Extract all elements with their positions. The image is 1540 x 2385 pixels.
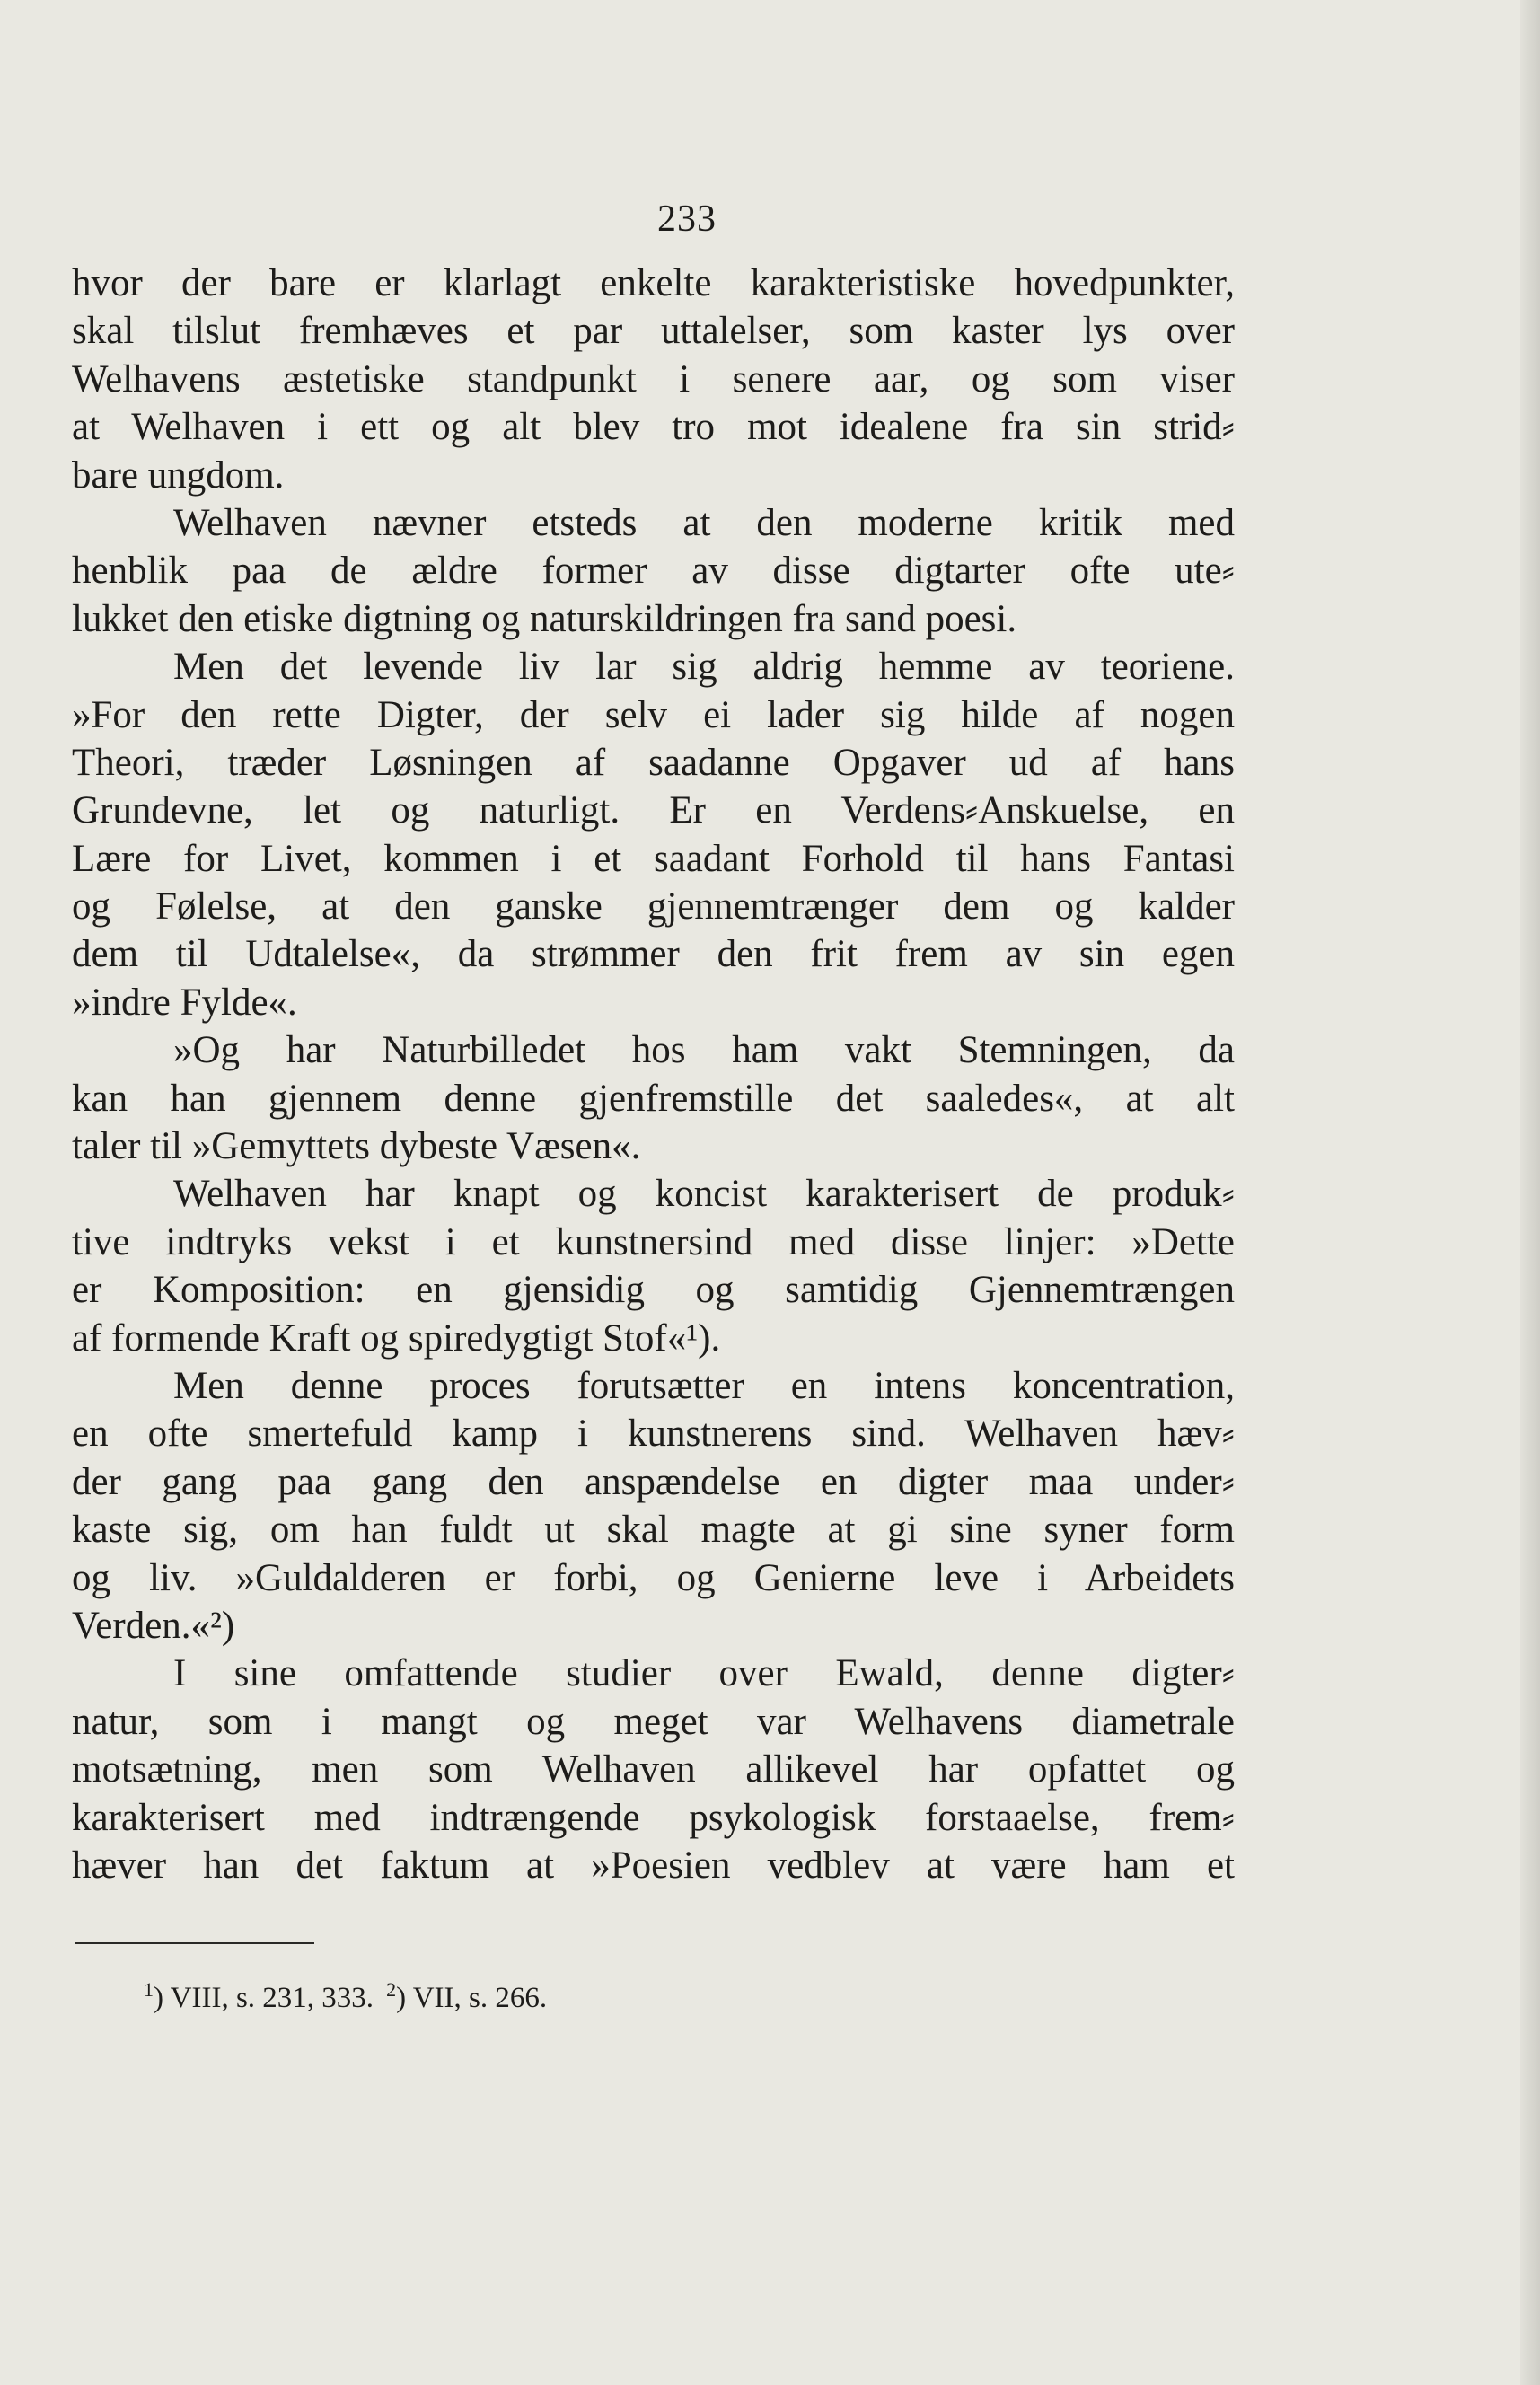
text-line: »Og har Naturbilledet hos ham vakt Stemningen, da (173, 1029, 1235, 1072)
footnote-1: $^1$) VIII, s. 231, 333. (144, 1978, 374, 2014)
footnote-text: VIII, s. 231, 333. (170, 1982, 374, 2014)
text-line: en ofte smertefuld kamp i kunstnerens sind. Welhaven hæv⸗ (72, 1413, 1235, 1456)
body-text (72, 260, 1235, 1889)
text-line: der gang paa gang den anspændelse en digter maa under⸗ (72, 1460, 1235, 1503)
text-line: Men denne proces forutsætter en intens koncentration, (173, 1364, 1235, 1407)
text-line: »indre Fylde«. (72, 981, 297, 1024)
text-line: kaste sig, om han fuldt ut skal magte at gi sine syner form (72, 1509, 1235, 1552)
text-line: Theori, træder Løsningen af saadanne Opgaver ud af hans (72, 741, 1235, 784)
text-line: at Welhaven i ett og alt blev tro mot idealene fra sin strid⸗ (72, 406, 1235, 449)
text-line: hvor der bare er klarlagt enkelte karakteristiske hovedpunkter, (72, 262, 1235, 304)
text-line: natur, som i mangt og meget var Welhavens diametrale (72, 1700, 1235, 1743)
text-line: Verden.«²) (72, 1604, 235, 1647)
text-line: Welhaven har knapt og koncist karakterisert de produk⸗ (173, 1173, 1235, 1216)
text-line: og Følelse, at den ganske gjennemtrænger dem og kalder (72, 885, 1235, 928)
text-line: henblik paa de ældre former av disse digtarter ofte ute⸗ (72, 550, 1235, 593)
text-line: Welhaven nævner etsteds at den moderne kritik med (173, 501, 1235, 544)
footnote-text: VII, s. 266. (412, 1982, 548, 2014)
text-line: kan han gjennem denne gjenfremstille det saaledes«, at alt (72, 1077, 1235, 1120)
text-line: dem til Udtalelse«, da strømmer den frit frem av sin egen (72, 933, 1235, 976)
text-line: karakterisert med indtrængende psykologisk forstaaelse, frem⸗ (72, 1796, 1235, 1839)
text-line: motsætning, men som Welhaven allikevel har opfattet og (72, 1748, 1235, 1791)
text-line: »For den rette Digter, der selv ei lader sig hilde af nogen (72, 693, 1235, 736)
text-line: bare ungdom. (72, 453, 285, 497)
text-line: af formende Kraft og spiredygtigt Stof«¹). (72, 1316, 721, 1360)
footnotes (144, 1972, 547, 2016)
text-line: skal tilslut fremhæves et par uttalelser, som kaster lys over (72, 310, 1235, 353)
footnote-divider (75, 1942, 314, 1944)
text-line: I sine omfattende studier over Ewald, denne digter⸗ (173, 1652, 1235, 1695)
footnote-2: $^2$) VII, s. 266. (386, 1978, 548, 2014)
text-line: hæver han det faktum at »Poesien vedblev at være ham et (72, 1844, 1235, 1887)
page-number: 233 (657, 198, 717, 240)
footnote-marker: 2 (386, 1978, 397, 2001)
text-line: Welhavens æstetiske standpunkt i senere aar, og som viser (72, 357, 1235, 400)
text-line: tive indtryks vekst i et kunstnersind med disse linjer: »Dette (72, 1220, 1235, 1263)
text-line: Lære for Livet, kommen i et saadant Forhold til hans Fantasi (72, 837, 1235, 880)
text-line: taler til »Gemyttets dybeste Væsen«. (72, 1125, 641, 1168)
text-line: Men det levende liv lar sig aldrig hemme av teoriene. (173, 646, 1235, 689)
text-line: Grundevne, let og naturligt. Er en Verdens⸗Anskuelse, en (72, 789, 1235, 832)
text-line: er Komposition: en gjensidig og samtidig Gjennemtrængen (72, 1269, 1235, 1312)
footnote-marker: 1 (144, 1978, 154, 2001)
text-line: og liv. »Guldalderen er forbi, og Genierne leve i Arbeidets (72, 1556, 1235, 1599)
page-edge (1520, 0, 1540, 2385)
text-line: lukket den etiske digtning og naturskildringen fra sand poesi. (72, 597, 1017, 640)
